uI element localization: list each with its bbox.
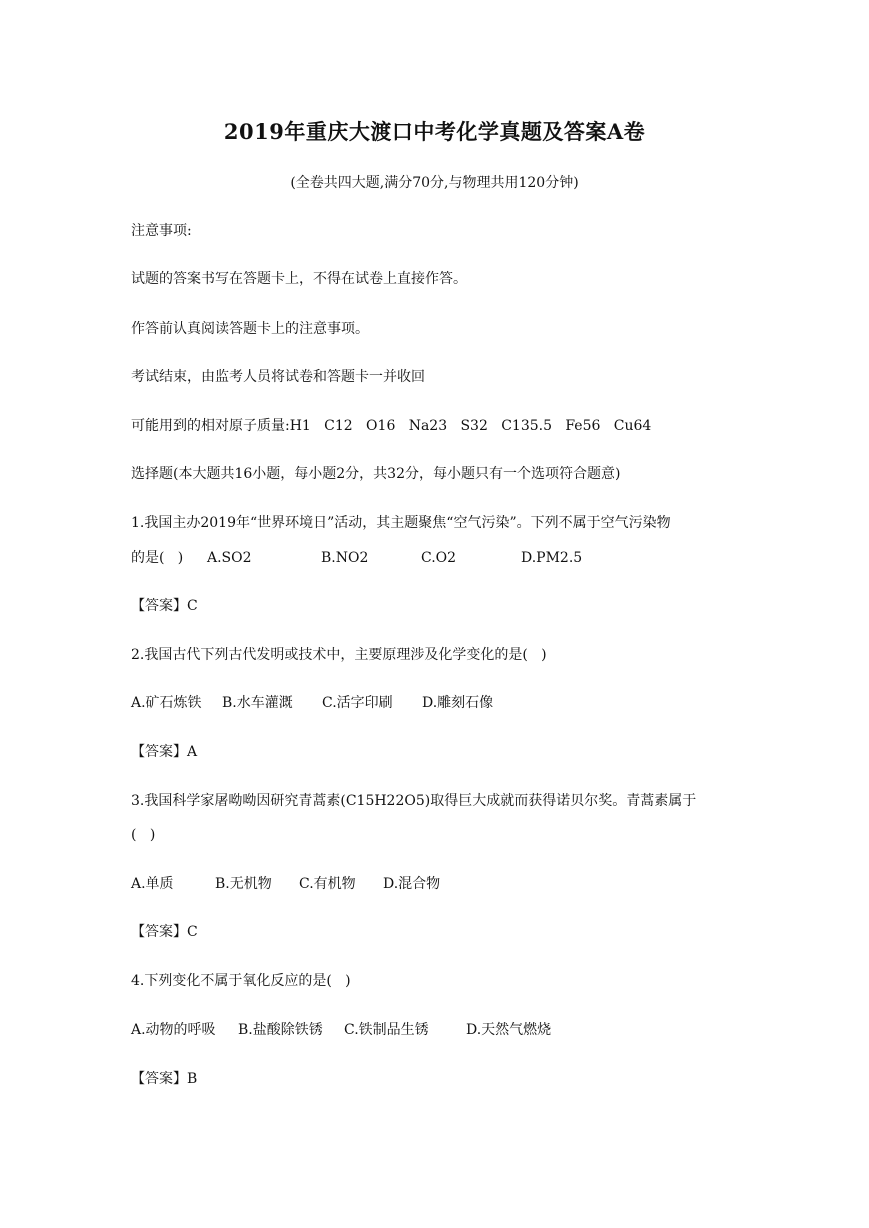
option-b: B.NO2: [321, 550, 369, 566]
option-d: D.混合物: [383, 876, 441, 892]
option-a: A.矿石炼铁: [131, 695, 202, 711]
note-item: 试题的答案书写在答题卡上，不得在试卷上直接作答。: [131, 271, 467, 287]
note-item: 考试结束，由监考人员将试卷和答题卡一并收回: [131, 369, 425, 385]
option-c: C.有机物: [299, 876, 356, 892]
question-3-stem: 3.我国科学家屠呦呦因研究青蒿素(C15H22O5)取得巨大成就而获得诺贝尔奖。青蒿素属于: [131, 793, 697, 809]
option-a: A.SO2: [207, 550, 252, 566]
notes-heading: 注意事项:: [131, 223, 192, 239]
note-item: 作答前认真阅读答题卡上的注意事项。: [131, 321, 369, 337]
question-3-answer: 【答案】C: [131, 924, 198, 940]
option-a: A.动物的呼吸: [131, 1022, 216, 1038]
option-d: D.雕刻石像: [422, 695, 494, 711]
section-header: 选择题(本大题共16小题，每小题2分，共32分，每小题只有一个选项符合题意): [131, 466, 621, 482]
question-2-stem: 2.我国古代下列古代发明或技术中，主要原理涉及化学变化的是( ): [131, 647, 547, 663]
option-d: D.天然气燃烧: [466, 1022, 552, 1038]
question-2-answer: 【答案】A: [131, 744, 198, 760]
option-d: D.PM2.5: [521, 550, 583, 566]
question-3-stem-cont: ( ): [131, 827, 156, 843]
option-c: C.O2: [421, 550, 457, 566]
option-b: B.无机物: [215, 876, 272, 892]
question-4-stem: 4.下列变化不属于氧化反应的是( ): [131, 973, 351, 989]
question-1-stem-cont: 的是( ): [131, 550, 184, 566]
option-c: C.活字印刷: [322, 695, 393, 711]
document-title: 2019年重庆大渡口中考化学真题及答案A卷: [223, 119, 646, 144]
question-1-answer: 【答案】C: [131, 598, 198, 614]
option-c: C.铁制品生锈: [344, 1022, 429, 1038]
option-a: A.单质: [131, 876, 174, 892]
option-b: B.盐酸除铁锈: [238, 1022, 323, 1038]
question-1-stem: 1.我国主办2019年“世界环境日”活动，其主题聚焦“空气污染”。下列不属于空气污染物: [131, 515, 671, 531]
option-b: B.水车灌溉: [222, 695, 293, 711]
atomic-mass-line: 可能用到的相对原子质量:H1 C12 O16 Na23 S32 C135.5 Fe56 Cu64: [131, 418, 652, 434]
question-4-answer: 【答案】B: [131, 1071, 198, 1087]
exam-subtitle: (全卷共四大题,满分70分,与物理共用120分钟): [290, 175, 579, 191]
